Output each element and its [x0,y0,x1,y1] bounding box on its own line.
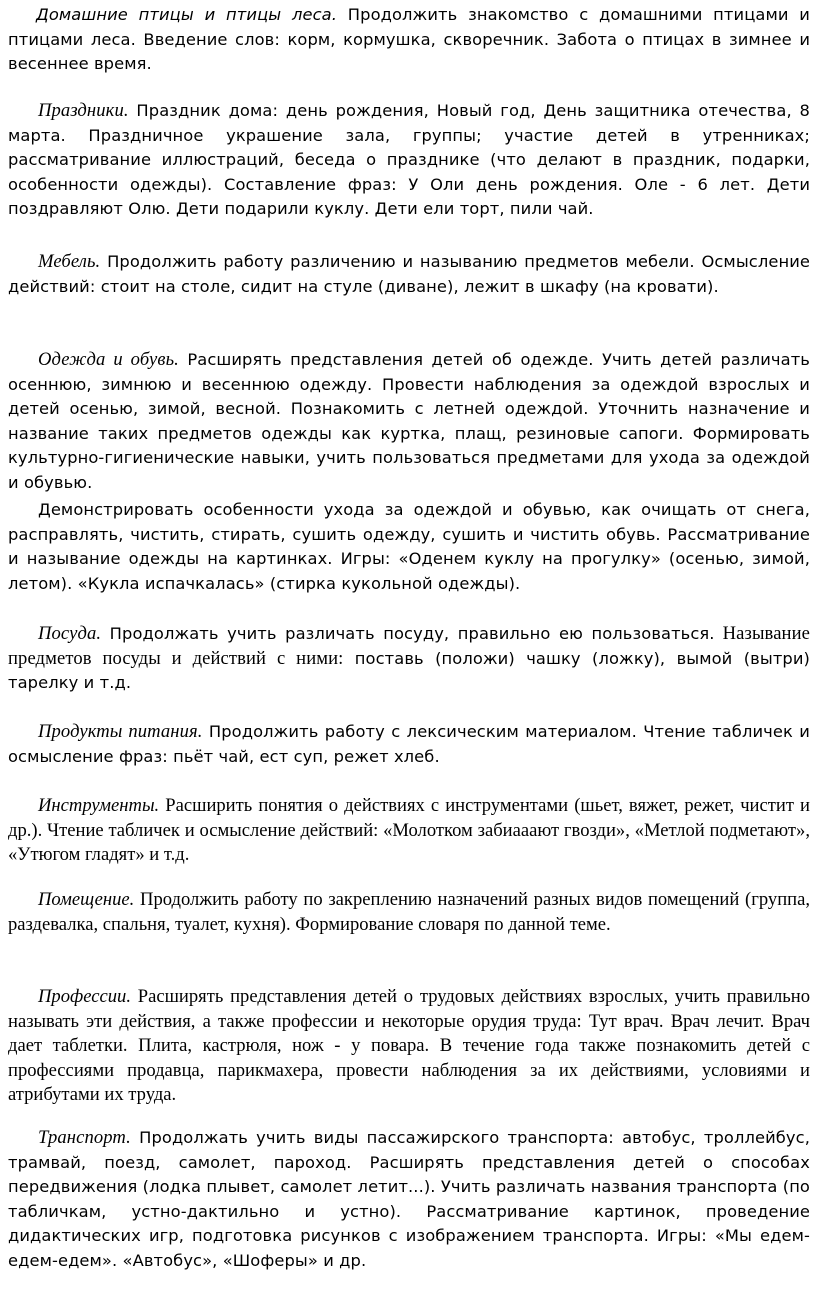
section-text: Расширять представления детей об одежде. Учить детей различать осеннюю, зимнюю и весеннюю одежду. Провести наблюдения за одеждой взрослых и детей осенью, зимой, весной. Познакомить с летней одеждой. Уточнить назначение и название таких предметов одежды как куртка, плащ, резиновые сапоги. Формировать культурно-гигиенические навыки, учить пользоваться предметами для ухода за одеждой и обувью. [8,350,810,492]
section-title: Одежда и обувь. [38,349,179,370]
section-text: Праздник дома: день рождения, Новый год, День защитника отечества, 8 марта. Праздничное украшение зала, группы; участие детей в утренниках; рассматривание иллюстраций, беседа о празднике (что делают в праздник, подарки, особенности одежды). Составление фраз: У Оли день рождения. Оле - 6 лет. Дети поздравляют Олю. Дети подарили куклу. Дети ели торт, пили чай. [8,101,810,218]
section-clothes-continued [8,498,810,596]
section-birds [8,3,810,77]
section-text-tail: поставь (положи) чашку (ложку), вымой (вытри) тарелку и т.д. [8,648,810,692]
section-title: Помещение. [38,889,135,910]
section-text: Продолжить знакомство с домашними птицами и птицами леса. Введение слов: корм, кормушка, скворечник. Забота о птицах в зимнее и весеннее время. [8,5,810,73]
section-text: Продолжить работу по закреплению назначений разных видов помещений (группа, раздевалка, спальня, туалет, кухня). Формирование словаря по данной теме. [8,889,810,935]
section-rooms [8,888,810,937]
section-text: Продолжить работу различению и называнию предметов мебели. Осмысление действий: стоит на столе, сидит на стуле (диване), лежит в шкафу (на кровати). [8,252,810,296]
section-text: Продолжать учить различать посуду, правильно ею пользоваться. [101,624,715,643]
section-furniture [8,250,810,299]
section-text: Расширять представления детей о трудовых действиях взрослых, учить правильно называть эти действия, а также профессии и некоторые орудия труда: Тут врач. Врач лечит. Врач дает таблетки. Плита, кастрюля, нож - у повара. В течение года также познакомить детей с профессиями продавца, парикмахера, провести наблюдения за их действиями, условиями и атрибутами их труда. [8,986,810,1105]
section-transport [8,1126,810,1273]
section-title: Транспорт. [38,1127,131,1148]
section-text: Продолжить работу с лексическим материалом. Чтение табличек и осмысление фраз: пьёт чай, ест суп, режет хлеб. [8,722,810,766]
section-text-serif: Называние предметов посуды и действий с ними: [8,623,810,669]
section-professions [8,985,810,1108]
section-text: Расширить понятия о действиях с инструментами (шьет, вяжет, режет, чистит и др.). Чтение табличек и осмысление действий: «Молотком забиааают гвозди», «Метлой подметают», «Утюгом гладят» и т.д. [8,795,810,865]
section-text: Продолжать учить виды пассажирского транспорта: автобус, троллейбус, трамвай, поезд, самолет, пароход. Расширять представления детей о способах передвижения (лодка плывет, самолет летит...). Учить различать названия транспорта (по табличкам, устно-дактильно и устно). Рассматривание картинок, проведение дидактических игр, подготовка рисунков с изображением транспорта. Игры: «Мы едем-едем-едем». «Автобус», «Шоферы» и др. [8,1128,810,1270]
section-title: Праздники. [38,100,129,121]
section-title: Профессии. [38,986,131,1007]
section-title: Домашние птицы и птицы леса. [36,5,338,24]
section-food [8,720,810,769]
section-dishes [8,622,810,696]
section-tools [8,794,810,868]
section-title: Посуда. [38,623,102,644]
section-holidays [8,99,810,222]
section-title: Инструменты. [38,795,160,816]
section-title: Продукты питания. [38,721,203,742]
section-text: Демонстрировать особенности ухода за одеждой и обувью, как очищать от снега, расправлять, чистить, стирать, сушить одежду, сушить и чистить обувь. Рассматривание и называние одежды на картинках. Игры: «Оденем куклу на прогулку» (осенью, зимой, летом). «Кукла испачкалась» (стирка кукольной одежды). [8,500,810,593]
section-clothes [8,348,810,495]
section-title: Мебель. [38,251,101,272]
